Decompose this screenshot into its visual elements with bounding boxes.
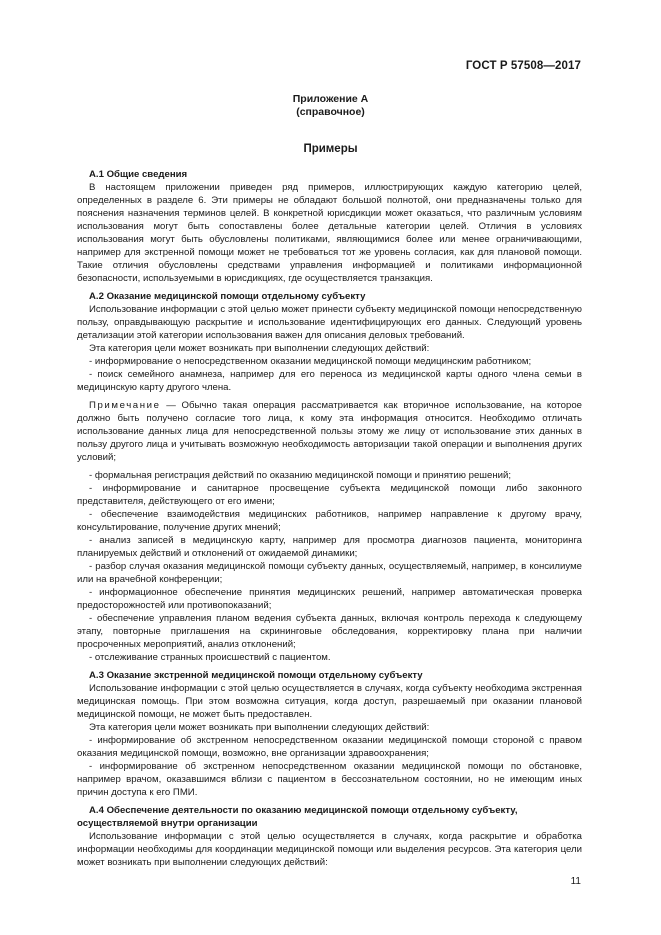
section-heading-a4 <box>77 804 582 830</box>
note-paragraph <box>77 399 582 464</box>
list-item: - информирование о непосредственном оказании медицинской помощи медицинским работником; <box>89 356 532 367</box>
annex-subtitle: (справочное) <box>296 106 365 118</box>
paragraph: В настоящем приложении приведен ряд примеров, иллюстрирующих каждую категорию целей, определенных в разделе 6. Эти примеры не обладают большой полнотой, они предназначены только для пояснения назначения терминов целей. В конкретной юрисдикции может оказаться, что различным условиям использования могут быть сопоставлены более детальные категории целей. Отличия в условиях использования могут быть обусловлены политиками, являющимися более или менее ограничивающими, например для экстренной помощи может не требоваться тот же уровень согласия, как для плановой помощи. Такие отличия обусловлены средствами управления информацией и политиками информационной безопасности, используемыми в юрисдикциях, где осуществляется транзакция. <box>77 182 582 284</box>
heading-line: А.4 Обеспечение деятельности по оказанию медицинской помощи отдельному субъекту, <box>89 805 518 816</box>
list-item: - обеспечение управления планом ведения субъекта данных, включая контроль перехода к следующему этапу, повторные приглашения на скрининговые обследования, корректировку плана при наличии просроченных мероприятий, анализ отклонений; <box>77 613 582 650</box>
list-item: - отслеживание странных происшествий с пациентом. <box>89 652 331 663</box>
page-number: 11 <box>570 876 581 887</box>
annex-header <box>0 93 661 119</box>
list-item: - информационное обеспечение принятия медицинских решений, например автоматическая проверка предосторожностей или противопоказаний; <box>77 587 582 611</box>
list-item: - информирование и санитарное просвещение субъекта медицинской помощи либо законного представителя, действующего от его имени; <box>77 483 582 507</box>
list-item: - обеспечение взаимодействия медицинских работников, например направление к другому врачу, консультирование, получение других мнений; <box>77 509 582 533</box>
list-item: - поиск семейного анамнеза, например для его переноса из медицинской карты одного члена семьи в медицинскую карту другого члена. <box>77 369 582 393</box>
section-heading-a3: А.3 Оказание экстренной медицинской помощи отдельному субъекту <box>89 670 423 681</box>
list-item: - разбор случая оказания медицинской помощи субъекту данных, осуществляемый, например, в консилиуме или на врачебной конференции; <box>77 561 582 585</box>
list-item: - формальная регистрация действий по оказанию медицинской помощи и принятию решений; <box>89 470 512 481</box>
annex-title: Приложение А <box>292 93 369 105</box>
note-label: Примечание <box>89 400 161 411</box>
standard-number: ГОСТ Р 57508—2017 <box>465 60 581 72</box>
document-body <box>77 168 582 869</box>
heading-line: осуществляемой внутри организации <box>77 818 258 829</box>
paragraph: Использование информации с этой целью осуществляется в случаях, когда субъекту необходима экстренная медицинская помощь. При этом возможна ситуация, когда доступ, разрешаемый при оказании плановой медицинской помощи, не может быть предоставлен. <box>77 683 582 720</box>
section-heading-a1: А.1 Общие сведения <box>89 169 188 180</box>
document-title: Примеры <box>303 143 358 155</box>
list-item: - информирование об экстренном непосредственном оказании медицинской помощи по обстановке, например врачом, оказавшимся вблизи с пациентом в бессознательном состоянии, но не имеющим иных причин доступа к его ПМИ. <box>77 761 582 798</box>
list-item: - информирование об экстренном непосредственном оказании медицинской помощи стороной с правом оказания медицинской помощи, возможно, вне организации здравоохранения; <box>77 735 582 759</box>
paragraph: Эта категория цели может возникать при выполнении следующих действий: <box>89 722 430 733</box>
paragraph: Использование информации с этой целью осуществляется в случаях, когда раскрытие и обработка информации необходимы для координации медицинской помощи или выделения ресурсов. Эта категория цели может возникать при выполнении следующих действий: <box>77 831 582 868</box>
paragraph: Эта категория цели может возникать при выполнении следующих действий: <box>89 343 430 354</box>
paragraph: Использование информации с этой целью может принести субъекту медицинской помощи непосредственную пользу, оправдывающую раскрытие и использование идентифицирующих его данных. Следующий уровень детализации этой категории использования важен для описания деловых требований. <box>77 304 582 341</box>
note-text: — Обычно такая операция рассматривается как вторичное использование, на которое должно быть получено согласие того лица, к кому эта информация относится. Необходимо отличать использование данных лица для непосредственной пользы этому же лицу от использование этих данных в пользу другого лица и учитывать возможную необходимость авторизации такой операции и выполнения других условий; <box>77 400 582 463</box>
section-heading-a2: А.2 Оказание медицинской помощи отдельному субъекту <box>89 291 366 302</box>
list-item: - анализ записей в медицинскую карту, например для просмотра диагнозов пациента, мониторинга планируемых действий и отклонений от ожидаемой динамики; <box>77 535 582 559</box>
